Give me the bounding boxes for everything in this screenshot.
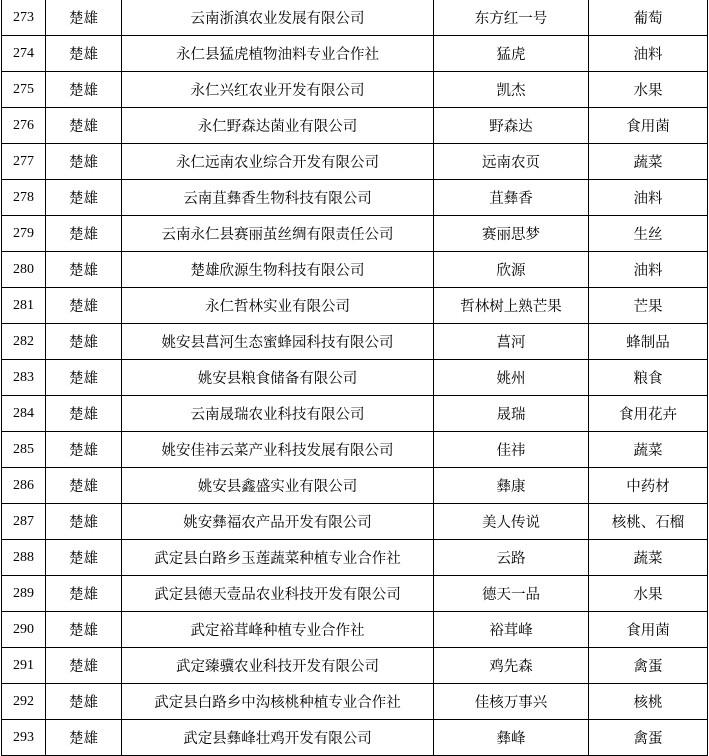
cell-number: 292 <box>2 684 46 720</box>
cell-product: 生丝 <box>589 216 708 252</box>
table-row <box>2 72 708 108</box>
cell-number: 280 <box>2 252 46 288</box>
cell-product: 食用菌 <box>589 612 708 648</box>
cell-brand: 哲林树上熟芒果 <box>434 288 589 324</box>
cell-product: 食用菌 <box>589 108 708 144</box>
cell-product: 蔬菜 <box>589 540 708 576</box>
cell-brand: 美人传说 <box>434 504 589 540</box>
cell-city: 楚雄 <box>46 36 122 72</box>
cell-city: 楚雄 <box>46 576 122 612</box>
cell-product: 水果 <box>589 72 708 108</box>
cell-product: 禽蛋 <box>589 720 708 756</box>
cell-product: 核桃 <box>589 684 708 720</box>
cell-brand: 佳核万事兴 <box>434 684 589 720</box>
table-row <box>2 648 708 684</box>
table-row <box>2 612 708 648</box>
cell-brand: 猛虎 <box>434 36 589 72</box>
cell-company: 姚安县鑫盛实业有限公司 <box>122 468 434 504</box>
table-row <box>2 468 708 504</box>
cell-company: 永仁哲林实业有限公司 <box>122 288 434 324</box>
cell-company: 云南晟瑞农业科技有限公司 <box>122 396 434 432</box>
cell-city: 楚雄 <box>46 324 122 360</box>
cell-company: 武定县白路乡玉莲蔬菜种植专业合作社 <box>122 540 434 576</box>
cell-number: 287 <box>2 504 46 540</box>
cell-city: 楚雄 <box>46 504 122 540</box>
cell-company: 武定县彝峰壮鸡开发有限公司 <box>122 720 434 756</box>
table-row <box>2 252 708 288</box>
cell-city: 楚雄 <box>46 684 122 720</box>
table-row <box>2 0 708 36</box>
cell-number: 286 <box>2 468 46 504</box>
cell-city: 楚雄 <box>46 612 122 648</box>
cell-brand: 德天一品 <box>434 576 589 612</box>
cell-brand: 鸡先森 <box>434 648 589 684</box>
cell-city: 楚雄 <box>46 648 122 684</box>
table-row <box>2 216 708 252</box>
cell-brand: 远南农页 <box>434 144 589 180</box>
cell-brand: 苴彝香 <box>434 180 589 216</box>
cell-city: 楚雄 <box>46 216 122 252</box>
cell-city: 楚雄 <box>46 720 122 756</box>
table-row <box>2 396 708 432</box>
cell-number: 274 <box>2 36 46 72</box>
cell-city: 楚雄 <box>46 540 122 576</box>
cell-company: 云南浙滇农业发展有限公司 <box>122 0 434 36</box>
table-row <box>2 684 708 720</box>
cell-number: 273 <box>2 0 46 36</box>
cell-number: 277 <box>2 144 46 180</box>
cell-brand: 彝康 <box>434 468 589 504</box>
table-row <box>2 288 708 324</box>
table-body <box>2 0 708 756</box>
cell-city: 楚雄 <box>46 288 122 324</box>
cell-product: 油料 <box>589 252 708 288</box>
cell-product: 食用花卉 <box>589 396 708 432</box>
cell-brand: 云路 <box>434 540 589 576</box>
cell-product: 蔬菜 <box>589 144 708 180</box>
cell-company: 姚安佳祎云菜产业科技发展有限公司 <box>122 432 434 468</box>
cell-brand: 彝峰 <box>434 720 589 756</box>
cell-brand: 野森达 <box>434 108 589 144</box>
cell-company: 姚安县菖河生态蜜蜂园科技有限公司 <box>122 324 434 360</box>
cell-number: 278 <box>2 180 46 216</box>
cell-brand: 佳祎 <box>434 432 589 468</box>
cell-city: 楚雄 <box>46 180 122 216</box>
cell-number: 283 <box>2 360 46 396</box>
cell-brand: 赛丽思梦 <box>434 216 589 252</box>
cell-number: 282 <box>2 324 46 360</box>
cell-company: 武定县白路乡中沟核桃种植专业合作社 <box>122 684 434 720</box>
cell-city: 楚雄 <box>46 432 122 468</box>
cell-brand: 凯杰 <box>434 72 589 108</box>
cell-city: 楚雄 <box>46 360 122 396</box>
cell-city: 楚雄 <box>46 468 122 504</box>
cell-company: 楚雄欣源生物科技有限公司 <box>122 252 434 288</box>
table-row <box>2 504 708 540</box>
cell-brand: 裕茸峰 <box>434 612 589 648</box>
cell-product: 禽蛋 <box>589 648 708 684</box>
table-row <box>2 576 708 612</box>
table-row <box>2 432 708 468</box>
cell-company: 永仁县猛虎植物油料专业合作社 <box>122 36 434 72</box>
cell-company: 永仁远南农业综合开发有限公司 <box>122 144 434 180</box>
cell-city: 楚雄 <box>46 72 122 108</box>
cell-brand: 欣源 <box>434 252 589 288</box>
cell-product: 油料 <box>589 180 708 216</box>
cell-city: 楚雄 <box>46 108 122 144</box>
cell-brand: 东方红一号 <box>434 0 589 36</box>
table-row <box>2 540 708 576</box>
cell-product: 葡萄 <box>589 0 708 36</box>
cell-company: 云南永仁县赛丽茧丝绸有限责任公司 <box>122 216 434 252</box>
cell-number: 289 <box>2 576 46 612</box>
cell-company: 永仁兴红农业开发有限公司 <box>122 72 434 108</box>
cell-brand: 姚州 <box>434 360 589 396</box>
cell-product: 蔬菜 <box>589 432 708 468</box>
cell-city: 楚雄 <box>46 0 122 36</box>
cell-number: 291 <box>2 648 46 684</box>
cell-company: 武定臻骥农业科技开发有限公司 <box>122 648 434 684</box>
cell-number: 293 <box>2 720 46 756</box>
cell-number: 290 <box>2 612 46 648</box>
cell-number: 288 <box>2 540 46 576</box>
cell-product: 粮食 <box>589 360 708 396</box>
cell-product: 芒果 <box>589 288 708 324</box>
cell-number: 279 <box>2 216 46 252</box>
cell-city: 楚雄 <box>46 396 122 432</box>
cell-company: 姚安彝福农产品开发有限公司 <box>122 504 434 540</box>
cell-company: 云南苴彝香生物科技有限公司 <box>122 180 434 216</box>
table-row <box>2 360 708 396</box>
table-row <box>2 720 708 756</box>
cell-product: 中药材 <box>589 468 708 504</box>
cell-number: 275 <box>2 72 46 108</box>
table-row <box>2 144 708 180</box>
cell-brand: 晟瑞 <box>434 396 589 432</box>
cell-product: 蜂制品 <box>589 324 708 360</box>
cell-number: 284 <box>2 396 46 432</box>
table-row <box>2 36 708 72</box>
cell-product: 核桃、石榴 <box>589 504 708 540</box>
cell-number: 276 <box>2 108 46 144</box>
cell-company: 武定裕茸峰种植专业合作社 <box>122 612 434 648</box>
cell-city: 楚雄 <box>46 144 122 180</box>
table-row <box>2 180 708 216</box>
table-row <box>2 108 708 144</box>
enterprise-table <box>1 0 708 756</box>
cell-number: 281 <box>2 288 46 324</box>
cell-product: 水果 <box>589 576 708 612</box>
cell-company: 姚安县粮食储备有限公司 <box>122 360 434 396</box>
cell-company: 武定县德天壹品农业科技开发有限公司 <box>122 576 434 612</box>
cell-city: 楚雄 <box>46 252 122 288</box>
cell-number: 285 <box>2 432 46 468</box>
cell-product: 油料 <box>589 36 708 72</box>
cell-company: 永仁野森达菌业有限公司 <box>122 108 434 144</box>
cell-brand: 菖河 <box>434 324 589 360</box>
table-row <box>2 324 708 360</box>
